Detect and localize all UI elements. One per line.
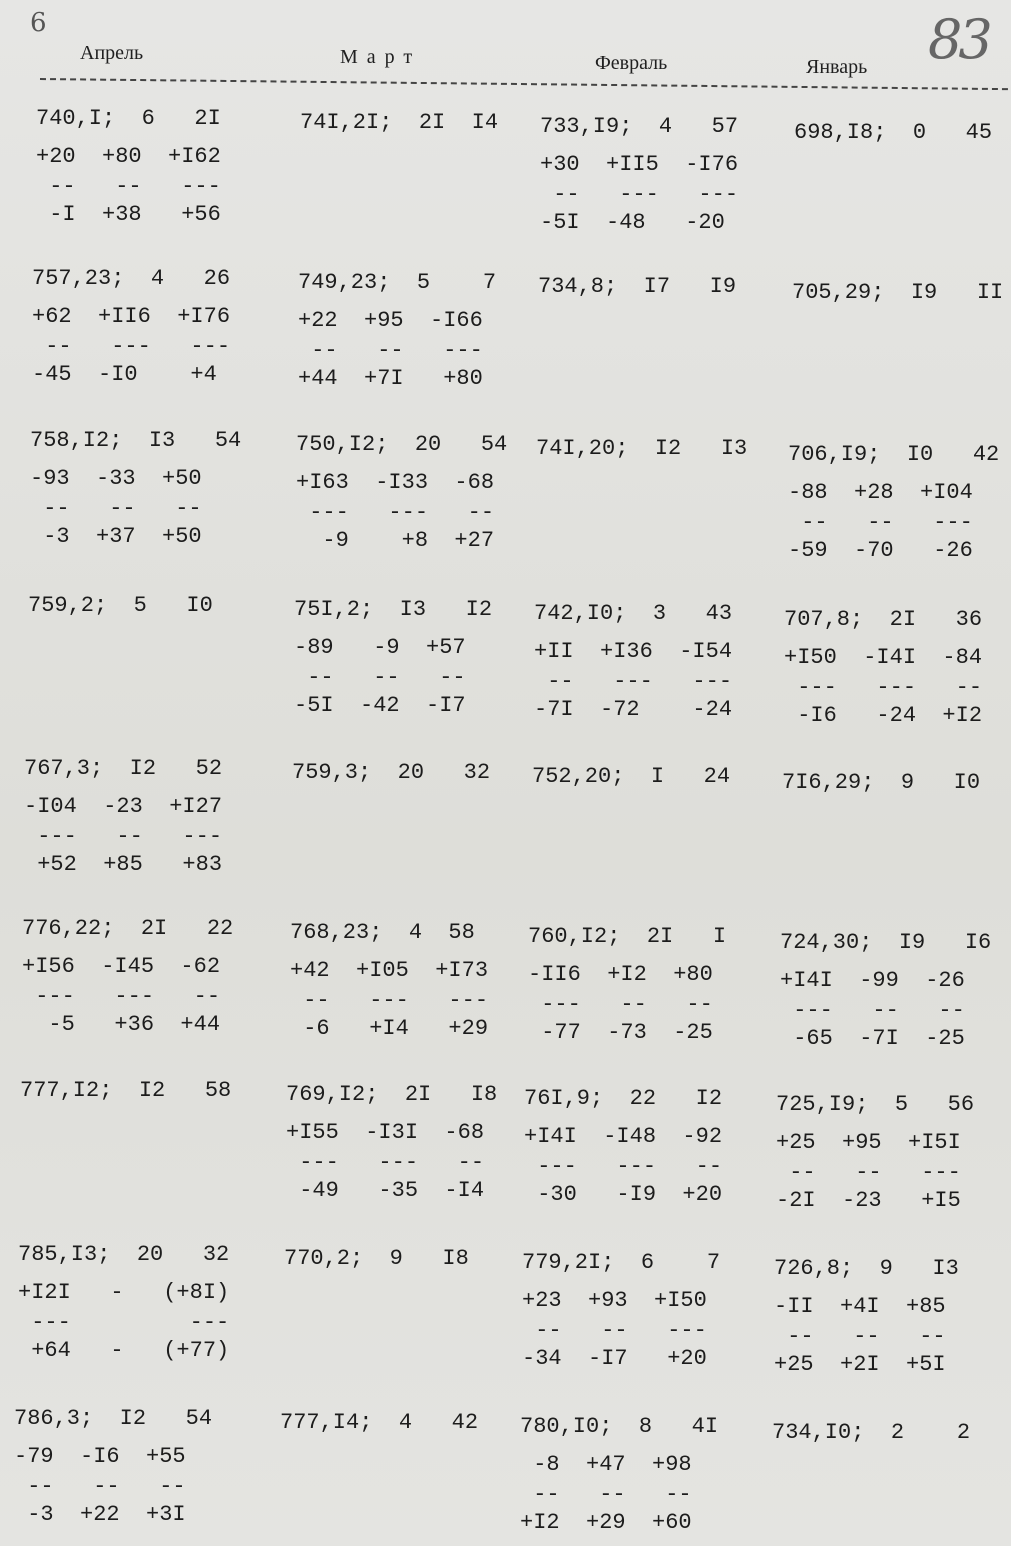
entry-february [524,1088,759,1208]
entry-header: 740,I; 6 2I [36,106,221,131]
entry-values-line: +64 - (+77) [18,1338,230,1363]
entry-april [28,595,263,625]
column-header-february: Февраль [595,52,668,74]
entry-header: 707,8; 2I 36 [784,607,983,632]
entry-values-line: +23 +93 +I50 [522,1288,707,1313]
page-number-right: 83 [928,8,989,71]
entry-header: 726,8; 9 I3 [774,1256,959,1281]
entry-header: 767,3; I2 52 [24,756,223,781]
entry-february [532,766,767,796]
entry-values-line: -79 -I6 +55 [14,1444,186,1469]
entry-february [534,603,769,723]
entry-fraction-bar: --- --- -- [784,675,983,700]
entry-header: 725,I9; 5 56 [776,1092,975,1117]
entry-april [18,1244,253,1364]
entry-fraction-bar: -- -- --- [788,510,973,535]
entry-values-line: -59 -70 -26 [788,538,973,563]
entry-values-line: +20 +80 +I62 [36,144,221,169]
entry-values-line: -77 -73 -25 [528,1020,713,1045]
entry-values-line: +I50 -I4I -84 [784,645,983,670]
entry-april [20,1080,255,1110]
entry-header: 698,I8; 0 45 [794,120,993,145]
entry-values-line: -88 +28 +I04 [788,480,973,505]
entry-fraction-bar: --- --- -- [286,1150,485,1175]
entry-header: 749,23; 5 7 [298,270,497,295]
entry-january [782,772,1011,802]
entry-header: 750,I2; 20 54 [296,432,508,457]
entry-values-line: -89 -9 +57 [294,635,466,660]
entry-header: 734,I0; 2 2 [772,1420,971,1445]
entry-header: 785,I3; 20 32 [18,1242,230,1267]
entry-january [794,122,1011,152]
entry-values-line: -7I -72 -24 [534,697,733,722]
entry-fraction-bar: -- -- -- [520,1482,692,1507]
entry-header: 758,I2; I3 54 [30,428,242,453]
entry-march [300,112,535,142]
entry-header: 76I,9; 22 I2 [524,1086,723,1111]
entry-values-line: +II +I36 -I54 [534,639,733,664]
entry-header: 706,I9; I0 42 [788,442,1000,467]
entry-march [296,434,531,554]
entry-fraction-bar: --- -- -- [780,998,965,1023]
entry-header: 74I,2I; 2I I4 [300,110,499,135]
entry-values-line: -9 +8 +27 [296,528,495,553]
entry-values-line: -49 -35 -I4 [286,1178,485,1203]
entry-fraction-bar: -- -- --- [36,174,221,199]
entry-header: 777,I2; I2 58 [20,1078,232,1103]
entry-header: 75I,2; I3 I2 [294,597,493,622]
entry-values-line: -3 +22 +3I [14,1502,186,1527]
entry-values-line: -I +38 +56 [36,202,221,227]
entry-values-line: -5I -42 -I7 [294,693,466,718]
entry-values-line: -93 -33 +50 [30,466,202,491]
entry-values-line: +I2I - (+8I) [18,1280,230,1305]
entry-april [32,268,267,388]
entry-values-line: +25 +2I +5I [774,1352,946,1377]
entry-april [14,1408,249,1528]
entry-values-line: +22 +95 -I66 [298,308,483,333]
entry-march [280,1412,515,1442]
entry-values-line: +25 +95 +I5I [776,1130,961,1155]
column-header-march: Март [340,46,422,68]
page-number-left: 6 [30,8,47,38]
entry-fraction-bar: --- -- --- [24,824,223,849]
entry-values-line: -2I -23 +I5 [776,1188,961,1213]
entry-header: 759,2; 5 I0 [28,593,213,618]
entry-values-line: -I6 -24 +I2 [784,703,983,728]
entry-header: 74I,20; I2 I3 [536,436,748,461]
entry-header: 734,8; I7 I9 [538,274,737,299]
entry-values-line: -6 +I4 +29 [290,1016,489,1041]
entry-fraction-bar: -- -- -- [14,1474,186,1499]
entry-january [784,609,1011,729]
entry-values-line: +I4I -99 -26 [780,968,965,993]
entry-values-line: +I55 -I3I -68 [286,1120,485,1145]
entry-fraction-bar: -- --- --- [32,334,231,359]
entry-values-line: +I56 -I45 -62 [22,954,221,979]
entry-header: 759,3; 20 32 [292,760,491,785]
entry-values-line: -3 +37 +50 [30,524,202,549]
entry-values-line: -8 +47 +98 [520,1452,692,1477]
entry-header: 757,23; 4 26 [32,266,231,291]
entry-fraction-bar: -- -- --- [298,338,483,363]
entry-january [788,444,1011,564]
entry-header: 776,22; 2I 22 [22,916,234,941]
entry-march [294,599,529,719]
entry-fraction-bar: -- -- -- [774,1324,946,1349]
entry-february [538,276,773,306]
entry-values-line: +62 +II6 +I76 [32,304,231,329]
entry-header: 7I6,29; 9 I0 [782,770,981,795]
entry-fraction-bar: -- -- -- [30,496,202,521]
entry-values-line: -I04 -23 +I27 [24,794,223,819]
entry-fraction-bar: --- --- [18,1310,230,1335]
entry-fraction-bar: --- --- -- [22,984,221,1009]
entry-february [540,116,775,236]
entry-header: 724,30; I9 I6 [780,930,992,955]
entry-header: 768,23; 4 58 [290,920,475,945]
entry-values-line: -II +4I +85 [774,1294,946,1319]
entry-values-line: +30 +II5 -I76 [540,152,739,177]
entry-header: 769,I2; 2I I8 [286,1082,498,1107]
entry-header: 742,I0; 3 43 [534,601,733,626]
column-header-january: Январь [806,56,868,78]
entry-february [528,926,763,1046]
entry-fraction-bar: --- --- -- [524,1154,723,1179]
entry-header: 786,3; I2 54 [14,1406,213,1431]
entry-values-line: -65 -7I -25 [780,1026,965,1051]
entry-fraction-bar: -- --- --- [534,669,733,694]
entry-values-line: -30 -I9 +20 [524,1182,723,1207]
entry-fraction-bar: -- --- --- [290,988,489,1013]
entry-march [298,272,533,392]
entry-march [290,922,525,1042]
entry-fraction-bar: -- -- --- [522,1318,707,1343]
entry-values-line: +44 +7I +80 [298,366,483,391]
entry-fraction-bar: -- -- --- [776,1160,961,1185]
entry-april [22,918,257,1038]
entry-february [522,1252,757,1372]
entry-january [792,282,1011,312]
entry-header: 705,29; I9 II [792,280,1004,305]
entry-values-line: +52 +85 +83 [24,852,223,877]
entry-january [780,932,1011,1052]
entry-march [292,762,527,792]
entry-header: 770,2; 9 I8 [284,1246,469,1271]
entry-fraction-bar: -- --- --- [540,182,739,207]
entry-values-line: +I63 -I33 -68 [296,470,495,495]
entry-values-line: +42 +I05 +I73 [290,958,489,983]
entry-header: 777,I4; 4 42 [280,1410,479,1435]
entry-february [520,1416,755,1536]
entry-values-line: -34 -I7 +20 [522,1346,707,1371]
entry-header: 780,I0; 8 4I [520,1414,719,1439]
entry-february [536,438,771,468]
entry-april [30,430,265,550]
entry-fraction-bar: --- --- -- [296,500,495,525]
entry-fraction-bar: --- -- -- [528,992,713,1017]
entry-header: 779,2I; 6 7 [522,1250,721,1275]
entry-fraction-bar: -- -- -- [294,665,466,690]
entry-values-line: +I4I -I48 -92 [524,1124,723,1149]
entry-values-line: -5I -48 -20 [540,210,725,235]
entry-header: 760,I2; 2I I [528,924,727,949]
entry-values-line: +I2 +29 +60 [520,1510,692,1535]
entry-march [286,1084,521,1204]
entry-header: 733,I9; 4 57 [540,114,739,139]
entry-header: 752,20; I 24 [532,764,731,789]
entry-january [774,1258,1009,1378]
entry-january [776,1094,1011,1214]
entry-april [36,108,271,228]
entry-values-line: -5 +36 +44 [22,1012,221,1037]
entry-march [284,1248,519,1278]
entry-january [772,1422,1007,1452]
column-header-april: Апрель [80,42,144,64]
entry-values-line: -45 -I0 +4 [32,362,217,387]
entry-values-line: -II6 +I2 +80 [528,962,713,987]
entry-april [24,758,259,878]
